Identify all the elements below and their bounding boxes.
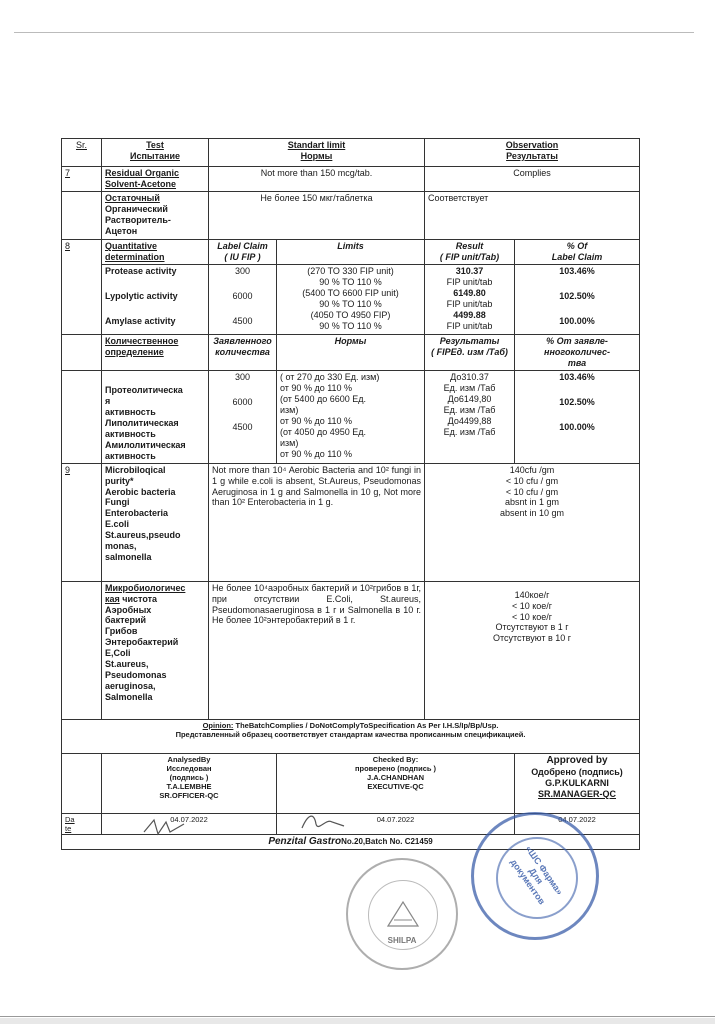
row-8-results-en: 310.37 FIP unit/tab 6149.80 FIP unit/tab 4499.88 FIP unit/tab bbox=[425, 264, 515, 334]
row-9-limit-ru: Не более 10⁴аэробных бактерий и 10²грибов в 1г, при отсутствии E.Coli, St.aureus, Pseudomonasaeruginosa в 1 г и Salmonella в 10 г. Не более 10²энтеробактерий в 1 г. bbox=[209, 581, 425, 719]
row-7-limit-en: Not more than 150 mcg/tab. bbox=[209, 167, 425, 192]
row-7-en bbox=[62, 167, 640, 192]
company-seal-grey bbox=[346, 858, 458, 970]
limits-header: Limits bbox=[277, 239, 425, 264]
page-edge bbox=[0, 1018, 715, 1024]
test-header: Test Испытание bbox=[102, 139, 209, 167]
row-9-number: 9 bbox=[62, 463, 102, 581]
claim-ru-header: Заявленного количества bbox=[209, 334, 277, 370]
row-8-limits-ru: ( от 270 до 330 Ед. изм) от 90 % до 110 % (от 5400 до 6600 Ед. изм) от 90 % до 110 % (от 4050 до 4950 Ед. изм) от 90 % до 110 % bbox=[277, 370, 425, 463]
row-9-result-ru: 140кое/г < 10 кое/г < 10 кое/г Отсутствуют в 1 г Отсутствуют в 10 г bbox=[425, 581, 640, 719]
result-ru-header: Результаты ( FIPЕд. изм /Таб) bbox=[425, 334, 515, 370]
row-7-test-en: Residual Organic Solvent-Acetone bbox=[102, 167, 209, 192]
date-approved: 04.07.2022 bbox=[515, 813, 640, 834]
row-9-result-en: 140cfu /gm < 10 cfu / gm < 10 cfu / gm absnt in 1 gm absent in 10 gm bbox=[425, 463, 640, 581]
checked-by: Checked By: проверено (подпись ) J.A.CHANDHAN EXECUTIVE-QC bbox=[277, 753, 515, 813]
checked-signature-mark bbox=[298, 808, 348, 836]
row-8-activities-ru: Протеолитическа я активность Липолитическая активность Амилолитическая активность bbox=[102, 370, 209, 463]
opinion-row bbox=[62, 719, 640, 753]
limits-ru-header: Нормы bbox=[277, 334, 425, 370]
row-9-limit-en: Not more than 10⁴ Aerobic Bacteria and 10² fungi in 1 g while e.coli is absent, St.Aureus, Pseudomonas Aeruginosa in 1 g and Salmonella in 10 g, Not more than 10² Enterobacteria in 1 g. bbox=[209, 463, 425, 581]
row-7-result-ru: Соответствует bbox=[425, 191, 640, 239]
signature-row bbox=[62, 753, 640, 813]
row-8-activities-en: Protease activity Lypolytic activity Amylase activity bbox=[102, 264, 209, 334]
percent-ru-header: % От заявле- нногоколичес- тва bbox=[515, 334, 640, 370]
row-8-percent-en: 103.46% 102.50% 100.00% bbox=[515, 264, 640, 334]
analysed-by: AnalysedBy Исследован (подпись ) T.A.LEMBHE SR.OFFICER-QC bbox=[102, 753, 277, 813]
blue-seal-text: «ШС Фарма» Для документов bbox=[508, 843, 565, 907]
signature-blank bbox=[62, 753, 102, 813]
date-analysed: 04.07.2022 bbox=[102, 813, 277, 834]
standard-header: Standart limit Нормы bbox=[209, 139, 425, 167]
row-9-number-ru bbox=[62, 581, 102, 719]
row-7-number: 7 bbox=[62, 167, 102, 192]
row-8-en-head bbox=[62, 239, 640, 264]
header-row bbox=[62, 139, 640, 167]
row-8-test-en: Quantitative determination bbox=[102, 239, 209, 264]
result-header: Result ( FIP unit/Tab) bbox=[425, 239, 515, 264]
row-7-limit-ru: Не более 150 мкг/таблетка bbox=[209, 191, 425, 239]
opinion-cell: Opinion: TheBatchComplies / DoNotComplyToSpecification As Per I.H.S/Ip/Bp/Usp. Представленный образец соответствует стандартам качества прописанным спецификацией. bbox=[62, 719, 640, 753]
analysed-signature-mark bbox=[140, 814, 190, 840]
row-8-ru-values bbox=[62, 370, 640, 463]
observation-header: Observation Результаты bbox=[425, 139, 640, 167]
row-9-en bbox=[62, 463, 640, 581]
seal-logo-icon bbox=[386, 900, 420, 928]
date-checked: 04.07.2022 bbox=[277, 813, 515, 834]
percent-claim-header: % Of Label Claim bbox=[515, 239, 640, 264]
row-8-number-ru bbox=[62, 334, 102, 370]
label-claim-header: Label Claim ( IU FIP ) bbox=[209, 239, 277, 264]
row-8-number: 8 bbox=[62, 239, 102, 334]
seal-text: SHILPA bbox=[387, 936, 417, 945]
row-7-ru bbox=[62, 191, 640, 239]
row-8-ru-head bbox=[62, 334, 640, 370]
row-9-test-en: Microbiloqical purity* Aerobic bacteria Fungi Enterobacteria E.coli St.aureus,pseudo monas, salmonella bbox=[102, 463, 209, 581]
date-label: Da te bbox=[62, 813, 102, 834]
page-top-rule bbox=[14, 32, 694, 33]
row-7-result-en: Complies bbox=[425, 167, 640, 192]
page-bottom-rule bbox=[0, 1016, 715, 1017]
row-9-ru bbox=[62, 581, 640, 719]
row-8-number-ru-2 bbox=[62, 370, 102, 463]
row-8-limits-en: (270 TO 330 FIP unit) 90 % TO 110 % (5400 TO 6600 FIP unit) 90 % TO 110 % (4050 TO 4950 FIP) 90 % TO 110 % bbox=[277, 264, 425, 334]
row-8-en-values bbox=[62, 264, 640, 334]
certificate-table bbox=[61, 138, 640, 850]
row-8-test-ru: Количественное определение bbox=[102, 334, 209, 370]
company-seal-blue bbox=[471, 812, 599, 940]
row-8-results-ru: До310.37 Ед. изм /Таб До6149,80 Ед. изм /Таб До4499,88 Ед. изм /Таб bbox=[425, 370, 515, 463]
row-8-claims-en: 300 6000 4500 bbox=[209, 264, 277, 334]
row-7-number-ru bbox=[62, 191, 102, 239]
sr-header: Sr. bbox=[62, 139, 102, 167]
product-batch: Penzital GastroNo.20,Batch No. C21459 bbox=[62, 834, 640, 849]
row-8-percent-ru: 103.46% 102.50% 100.00% bbox=[515, 370, 640, 463]
row-8-claims-ru: 300 6000 4500 bbox=[209, 370, 277, 463]
row-7-test-ru: Остаточный Органический Растворитель- Ацетон bbox=[102, 191, 209, 239]
approved-by: Approved by Одобрено (подпись) G.P.KULKARNI SR.MANAGER-QC bbox=[515, 753, 640, 813]
row-9-test-ru: Микробиологичес кая чистота Аэробных бактерий Грибов Энтеробактерий E,Coli St.aureus, Pseudomonas aeruginosa, Salmonella bbox=[102, 581, 209, 719]
